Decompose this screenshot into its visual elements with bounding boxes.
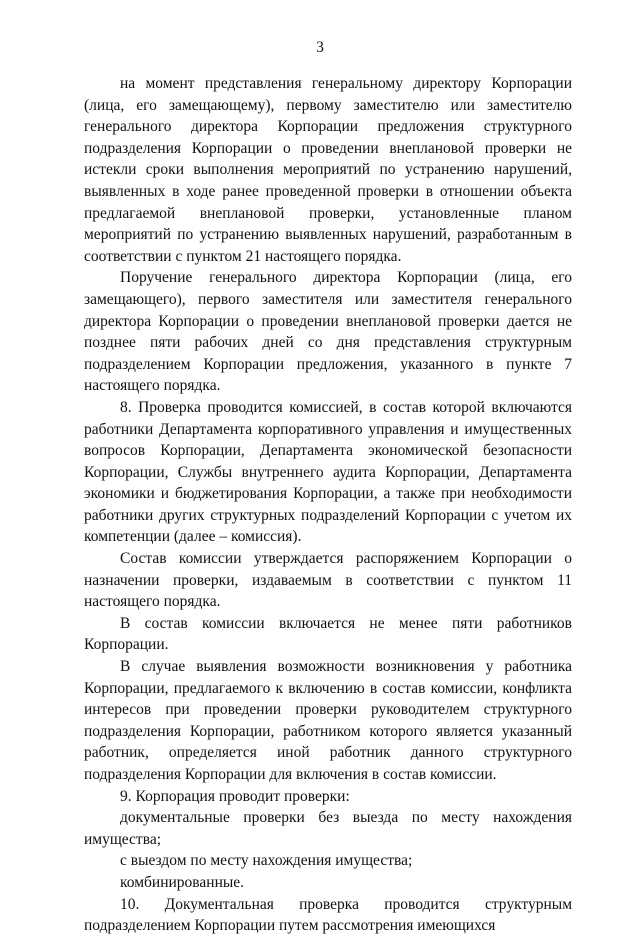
paragraph: с выездом по месту нахождения имущества; bbox=[120, 852, 413, 870]
paragraph: Состав комиссии утверждается распоряжением Корпорации о назначении проверки, издаваемым в соответствии с пунктом 11 настоящего порядка. bbox=[84, 550, 572, 611]
document-body bbox=[84, 73, 572, 937]
paragraph: 10. Документальная проверка проводится структурным подразделением Корпорации путем рассмотрения имеющихся bbox=[84, 895, 572, 935]
paragraph: на момент представления генеральному директору Корпорации (лица, его замещающему), первому заместителю или заместителю генерального директора Корпорации предложения структурного подразделения Корпорации о проведении внеплановой проверки не истекли сроки выполнения мероприятий по устранению нарушений, выявленных в ходе ранее проведенной проверки в отношении объекта предлагаемой внеплановой проверки, установленные планом мероприятий по устранению выявленных нарушений, разработанным в соответствии с пунктом 21 настоящего порядка. bbox=[84, 75, 572, 265]
paragraph: 9. Корпорация проводит проверки: bbox=[120, 787, 350, 805]
paragraph: комбинированные. bbox=[120, 873, 245, 891]
paragraph: Поручение генерального директора Корпорации (лица, его замещающего), первого заместителя или заместителя генерального директора Корпорации о проведении внеплановой проверки дается не позднее пяти рабочих дней со дня представления структурным подразделением Корпорации предложения, указанного в пункте 7 настоящего порядка. bbox=[84, 269, 572, 395]
page-number: 3 bbox=[316, 39, 324, 56]
paragraph: В случае выявления возможности возникновения у работника Корпорации, предлагаемого к включению в состав комиссии, конфликта интересов при проведении проверки руководителем структурного подразделения Корпорации, работником которого является указанный работник, определяется иной работник данного структурного подразделения Корпорации для включения в состав комиссии. bbox=[84, 658, 572, 783]
paragraph: 8. Проверка проводится комиссией, в состав которой включаются работники Департамента корпоративного управления и имущественных вопросов Корпорации, Департамента экономической безопасности Корпорации, Службы внутреннего аудита Корпорации, Департамента экономики и бюджетирования Корпорации, а также при необходимости работники других структурных подразделений Корпорации с учетом их компетенции (далее – комиссия). bbox=[84, 398, 572, 546]
paragraph: документальные проверки без выезда по месту нахождения имущества; bbox=[84, 809, 572, 848]
paragraph: В состав комиссии включается не менее пяти работников Корпорации. bbox=[84, 614, 572, 654]
